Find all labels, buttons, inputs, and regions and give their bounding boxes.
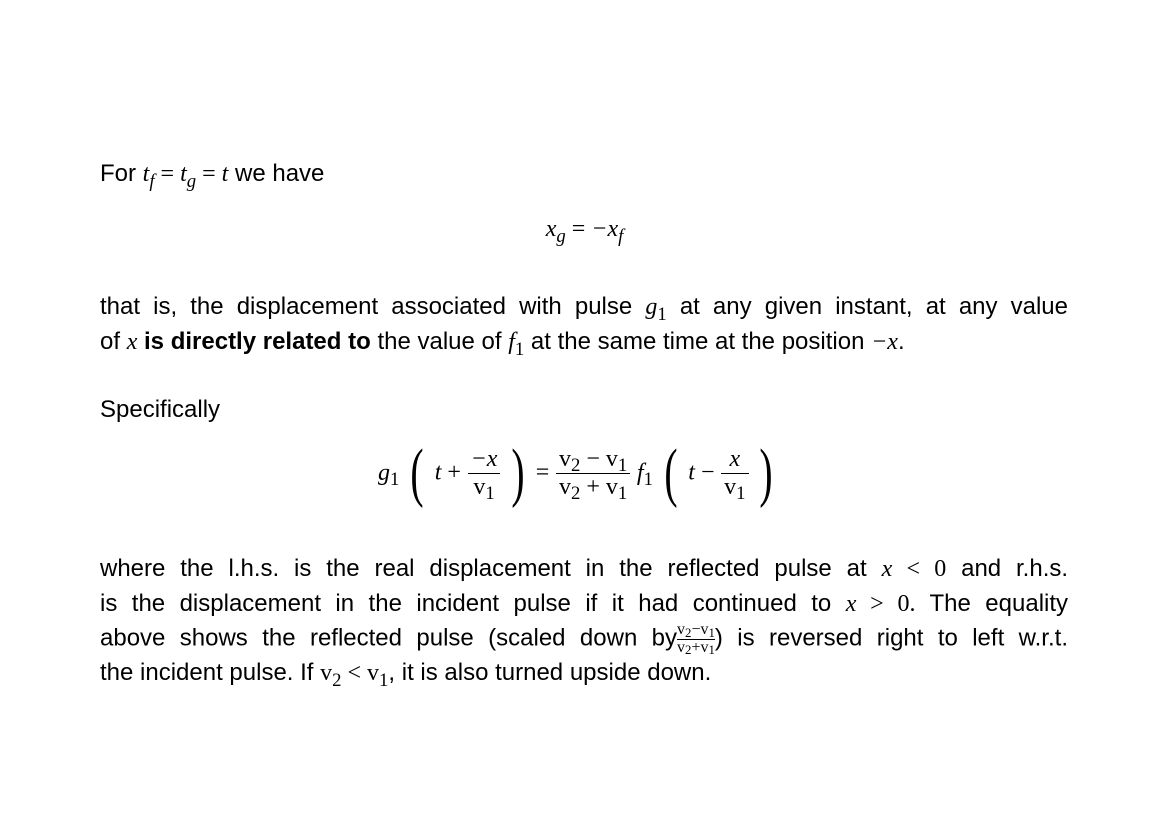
paragraph2-line1: that is, the displacement associated with pulse $g_1$ at any given instant, at any value [100,293,1068,325]
text-we-have: we have [235,160,325,187]
bold-phrase: is directly related to [144,328,371,355]
paragraph3-line2: is the displacement in the incident pulse if it had continued to x > 0. The equality [100,590,1069,617]
intro-line [100,160,325,192]
paragraph3-line1: where the l.h.s. is the real displacement in the reflected pulse at x < 0 and r.h.s. [100,555,1069,582]
paragraph3-line4: the incident pulse. If $v_2 < v_1$, it is also turned upside down. [100,659,712,691]
equation-xg-xf: $x_g = -x_f$ [545,216,624,247]
text-for: For [100,160,136,187]
inline-fraction: $\frac{v2-v1}{v2+v1}$ [677,621,715,658]
paragraph2-line2: of x is directly related to the value of $f_1$ at the same time at the position −x. [100,328,905,360]
math-tf-tg-t: $t_f = t_g = t$ [142,161,229,192]
equation-reflection: $g_1$ ( t + $\frac{-x}{v_1}$ ) = $\frac{v_2 - v_1}{v_2 + v_1}$ $f_1$ ( t − $\frac{x}{v_1}$ ) [378,436,773,509]
specifically-label: Specifically [100,396,221,423]
paragraph3-line3: above shows the reflected pulse (scaled down by $\frac{v2-v1}{v2+v1}$ ) is reversed right to left w.r.t. [100,621,1068,658]
